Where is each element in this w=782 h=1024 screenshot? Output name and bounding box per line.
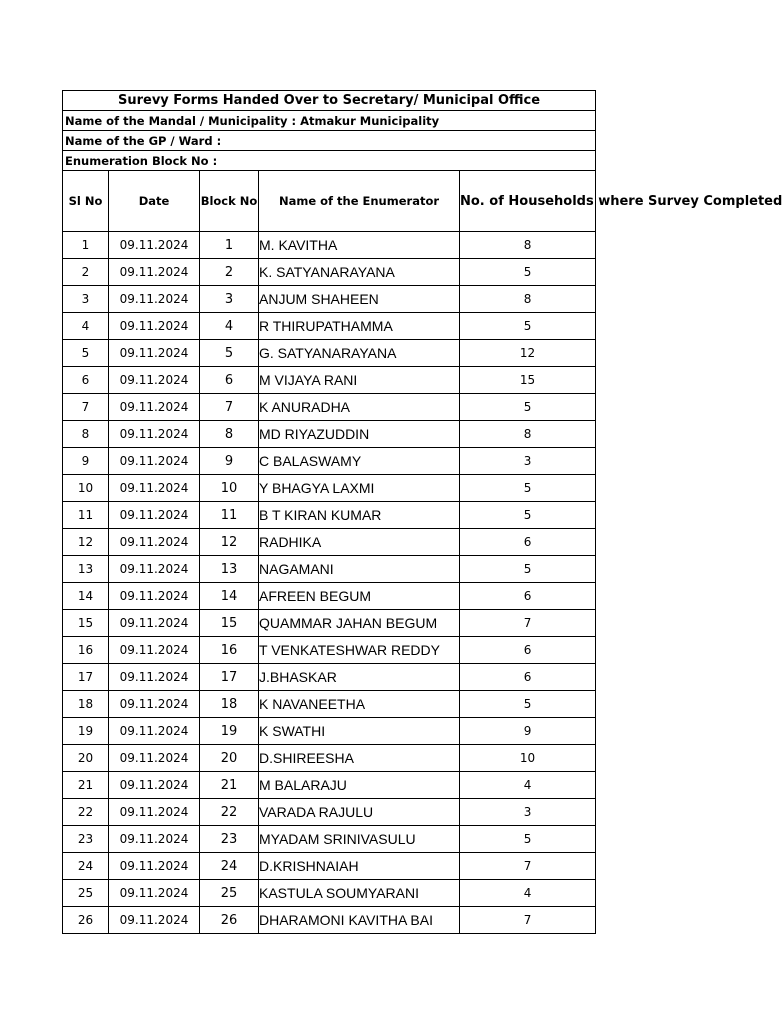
sl-no-cell: 9: [63, 448, 109, 475]
block-no-cell: 15: [200, 610, 259, 637]
date-cell: 09.11.2024: [109, 691, 200, 718]
households-count-cell: 10: [460, 745, 596, 772]
block-no-cell: 14: [200, 583, 259, 610]
block-no-cell: 7: [200, 394, 259, 421]
sl-no-cell: 18: [63, 691, 109, 718]
date-cell: 09.11.2024: [109, 394, 200, 421]
sl-no-cell: 25: [63, 880, 109, 907]
households-count-cell: 5: [460, 394, 596, 421]
enumerator-name-cell: M BALARAJU: [259, 772, 460, 799]
enumerator-name-cell: K SWATHI: [259, 718, 460, 745]
sl-no-cell: 22: [63, 799, 109, 826]
enumerator-name-cell: MYADAM SRINIVASULU: [259, 826, 460, 853]
table-row: [63, 394, 596, 421]
table-row: [63, 556, 596, 583]
column-header-date: Date: [109, 171, 200, 232]
sl-no-cell: 21: [63, 772, 109, 799]
sheet-title: Surevy Forms Handed Over to Secretary/ Municipal Office: [63, 91, 596, 111]
sl-no-cell: 16: [63, 637, 109, 664]
date-cell: 09.11.2024: [109, 772, 200, 799]
households-count-cell: 5: [460, 826, 596, 853]
survey-forms-table: [62, 90, 782, 934]
sl-no-cell: 5: [63, 340, 109, 367]
enumerator-name-cell: DHARAMONI KAVITHA BAI: [259, 907, 460, 934]
households-count-cell: 6: [460, 529, 596, 556]
sl-no-cell: 11: [63, 502, 109, 529]
block-no-cell: 21: [200, 772, 259, 799]
table-row: [63, 610, 596, 637]
table-row: [63, 529, 596, 556]
date-cell: 09.11.2024: [109, 853, 200, 880]
table-row: [63, 637, 596, 664]
enumerator-name-cell: VARADA RAJULU: [259, 799, 460, 826]
date-cell: 09.11.2024: [109, 799, 200, 826]
table-row: [63, 340, 596, 367]
households-count-cell: 8: [460, 421, 596, 448]
date-cell: 09.11.2024: [109, 907, 200, 934]
date-cell: 09.11.2024: [109, 286, 200, 313]
column-header-row: [63, 171, 596, 232]
households-count-cell: 5: [460, 556, 596, 583]
enumerator-name-cell: R THIRUPATHAMMA: [259, 313, 460, 340]
block-no-cell: 13: [200, 556, 259, 583]
households-count-cell: 3: [460, 448, 596, 475]
households-count-cell: 6: [460, 583, 596, 610]
table-row: [63, 853, 596, 880]
block-no-cell: 10: [200, 475, 259, 502]
enumerator-name-cell: G. SATYANARAYANA: [259, 340, 460, 367]
sl-no-cell: 2: [63, 259, 109, 286]
enumerator-name-cell: K NAVANEETHA: [259, 691, 460, 718]
sl-no-cell: 15: [63, 610, 109, 637]
block-no-cell: 12: [200, 529, 259, 556]
enumerator-name-cell: D.SHIREESHA: [259, 745, 460, 772]
households-count-cell: 7: [460, 907, 596, 934]
sl-no-cell: 17: [63, 664, 109, 691]
sl-no-cell: 26: [63, 907, 109, 934]
date-cell: 09.11.2024: [109, 421, 200, 448]
table-row: [63, 475, 596, 502]
enumerator-name-cell: T VENKATESHWAR REDDY: [259, 637, 460, 664]
mandal-name-label: Name of the Mandal / Municipality : Atmakur Municipality: [63, 111, 596, 131]
column-header-sl-no: Sl No: [63, 171, 109, 232]
sl-no-cell: 6: [63, 367, 109, 394]
households-count-cell: 5: [460, 691, 596, 718]
households-count-cell: 4: [460, 880, 596, 907]
block-no-cell: 18: [200, 691, 259, 718]
date-cell: 09.11.2024: [109, 340, 200, 367]
block-no-cell: 22: [200, 799, 259, 826]
date-cell: 09.11.2024: [109, 529, 200, 556]
enumerator-name-cell: QUAMMAR JAHAN BEGUM: [259, 610, 460, 637]
sl-no-cell: 3: [63, 286, 109, 313]
table-row: [63, 421, 596, 448]
date-cell: 09.11.2024: [109, 232, 200, 259]
table-row: [63, 691, 596, 718]
block-no-cell: 9: [200, 448, 259, 475]
date-cell: 09.11.2024: [109, 826, 200, 853]
households-count-cell: 15: [460, 367, 596, 394]
table-row: [63, 772, 596, 799]
block-no-cell: 2: [200, 259, 259, 286]
households-count-cell: 5: [460, 502, 596, 529]
date-cell: 09.11.2024: [109, 637, 200, 664]
table-row: [63, 583, 596, 610]
block-no-cell: 17: [200, 664, 259, 691]
sl-no-cell: 24: [63, 853, 109, 880]
households-count-cell: 5: [460, 259, 596, 286]
block-no-cell: 20: [200, 745, 259, 772]
table-row: [63, 367, 596, 394]
date-cell: 09.11.2024: [109, 718, 200, 745]
sl-no-cell: 1: [63, 232, 109, 259]
sl-no-cell: 20: [63, 745, 109, 772]
households-count-cell: 7: [460, 853, 596, 880]
block-no-cell: 23: [200, 826, 259, 853]
date-cell: 09.11.2024: [109, 556, 200, 583]
date-cell: 09.11.2024: [109, 610, 200, 637]
table-row: [63, 259, 596, 286]
table-row: [63, 286, 596, 313]
date-cell: 09.11.2024: [109, 745, 200, 772]
block-no-cell: 6: [200, 367, 259, 394]
block-no-cell: 25: [200, 880, 259, 907]
table-row: [63, 799, 596, 826]
households-count-cell: 9: [460, 718, 596, 745]
enumerator-name-cell: AFREEN BEGUM: [259, 583, 460, 610]
enumerator-name-cell: K ANURADHA: [259, 394, 460, 421]
households-count-cell: 5: [460, 475, 596, 502]
sl-no-cell: 8: [63, 421, 109, 448]
households-count-cell: 6: [460, 664, 596, 691]
households-count-cell: 5: [460, 313, 596, 340]
column-header-households: No. of Households where Survey Completed: [460, 171, 596, 232]
enumerator-name-cell: B T KIRAN KUMAR: [259, 502, 460, 529]
households-count-cell: 7: [460, 610, 596, 637]
table-row: [63, 232, 596, 259]
date-cell: 09.11.2024: [109, 448, 200, 475]
enumerator-name-cell: K. SATYANARAYANA: [259, 259, 460, 286]
column-header-enumerator: Name of the Enumerator: [259, 171, 460, 232]
sl-no-cell: 13: [63, 556, 109, 583]
gp-ward-label: Name of the GP / Ward :: [63, 131, 596, 151]
date-cell: 09.11.2024: [109, 313, 200, 340]
table-row: [63, 718, 596, 745]
table-row: [63, 826, 596, 853]
households-count-cell: 3: [460, 799, 596, 826]
block-no-cell: 19: [200, 718, 259, 745]
enumerator-name-cell: D.KRISHNAIAH: [259, 853, 460, 880]
sl-no-cell: 12: [63, 529, 109, 556]
enumerator-name-cell: MD RIYAZUDDIN: [259, 421, 460, 448]
enumerator-name-cell: M. KAVITHA: [259, 232, 460, 259]
date-cell: 09.11.2024: [109, 880, 200, 907]
sl-no-cell: 19: [63, 718, 109, 745]
block-no-cell: 26: [200, 907, 259, 934]
sl-no-cell: 14: [63, 583, 109, 610]
date-cell: 09.11.2024: [109, 367, 200, 394]
date-cell: 09.11.2024: [109, 664, 200, 691]
block-no-cell: 24: [200, 853, 259, 880]
households-count-cell: 6: [460, 637, 596, 664]
households-count-cell: 4: [460, 772, 596, 799]
households-count-cell: 12: [460, 340, 596, 367]
table-row: [63, 664, 596, 691]
enumerator-name-cell: Y BHAGYA LAXMI: [259, 475, 460, 502]
table-row: [63, 448, 596, 475]
enumerator-name-cell: KASTULA SOUMYARANI: [259, 880, 460, 907]
enumerator-name-cell: C BALASWAMY: [259, 448, 460, 475]
sl-no-cell: 10: [63, 475, 109, 502]
enumerator-name-cell: RADHIKA: [259, 529, 460, 556]
date-cell: 09.11.2024: [109, 475, 200, 502]
block-no-cell: 16: [200, 637, 259, 664]
column-header-block-no: Block No: [200, 171, 259, 232]
enumerator-name-cell: M VIJAYA RANI: [259, 367, 460, 394]
sl-no-cell: 7: [63, 394, 109, 421]
date-cell: 09.11.2024: [109, 502, 200, 529]
block-no-cell: 3: [200, 286, 259, 313]
enumerator-name-cell: J.BHASKAR: [259, 664, 460, 691]
table-row: [63, 907, 596, 934]
enumerator-name-cell: NAGAMANI: [259, 556, 460, 583]
sl-no-cell: 23: [63, 826, 109, 853]
block-no-cell: 5: [200, 340, 259, 367]
enumeration-block-label: Enumeration Block No :: [63, 151, 596, 171]
date-cell: 09.11.2024: [109, 259, 200, 286]
households-count-cell: 8: [460, 286, 596, 313]
table-row: [63, 313, 596, 340]
block-no-cell: 1: [200, 232, 259, 259]
table-row: [63, 745, 596, 772]
table-row: [63, 502, 596, 529]
enumerator-name-cell: ANJUM SHAHEEN: [259, 286, 460, 313]
block-no-cell: 4: [200, 313, 259, 340]
block-no-cell: 11: [200, 502, 259, 529]
table-row: [63, 880, 596, 907]
block-no-cell: 8: [200, 421, 259, 448]
date-cell: 09.11.2024: [109, 583, 200, 610]
sl-no-cell: 4: [63, 313, 109, 340]
households-count-cell: 8: [460, 232, 596, 259]
